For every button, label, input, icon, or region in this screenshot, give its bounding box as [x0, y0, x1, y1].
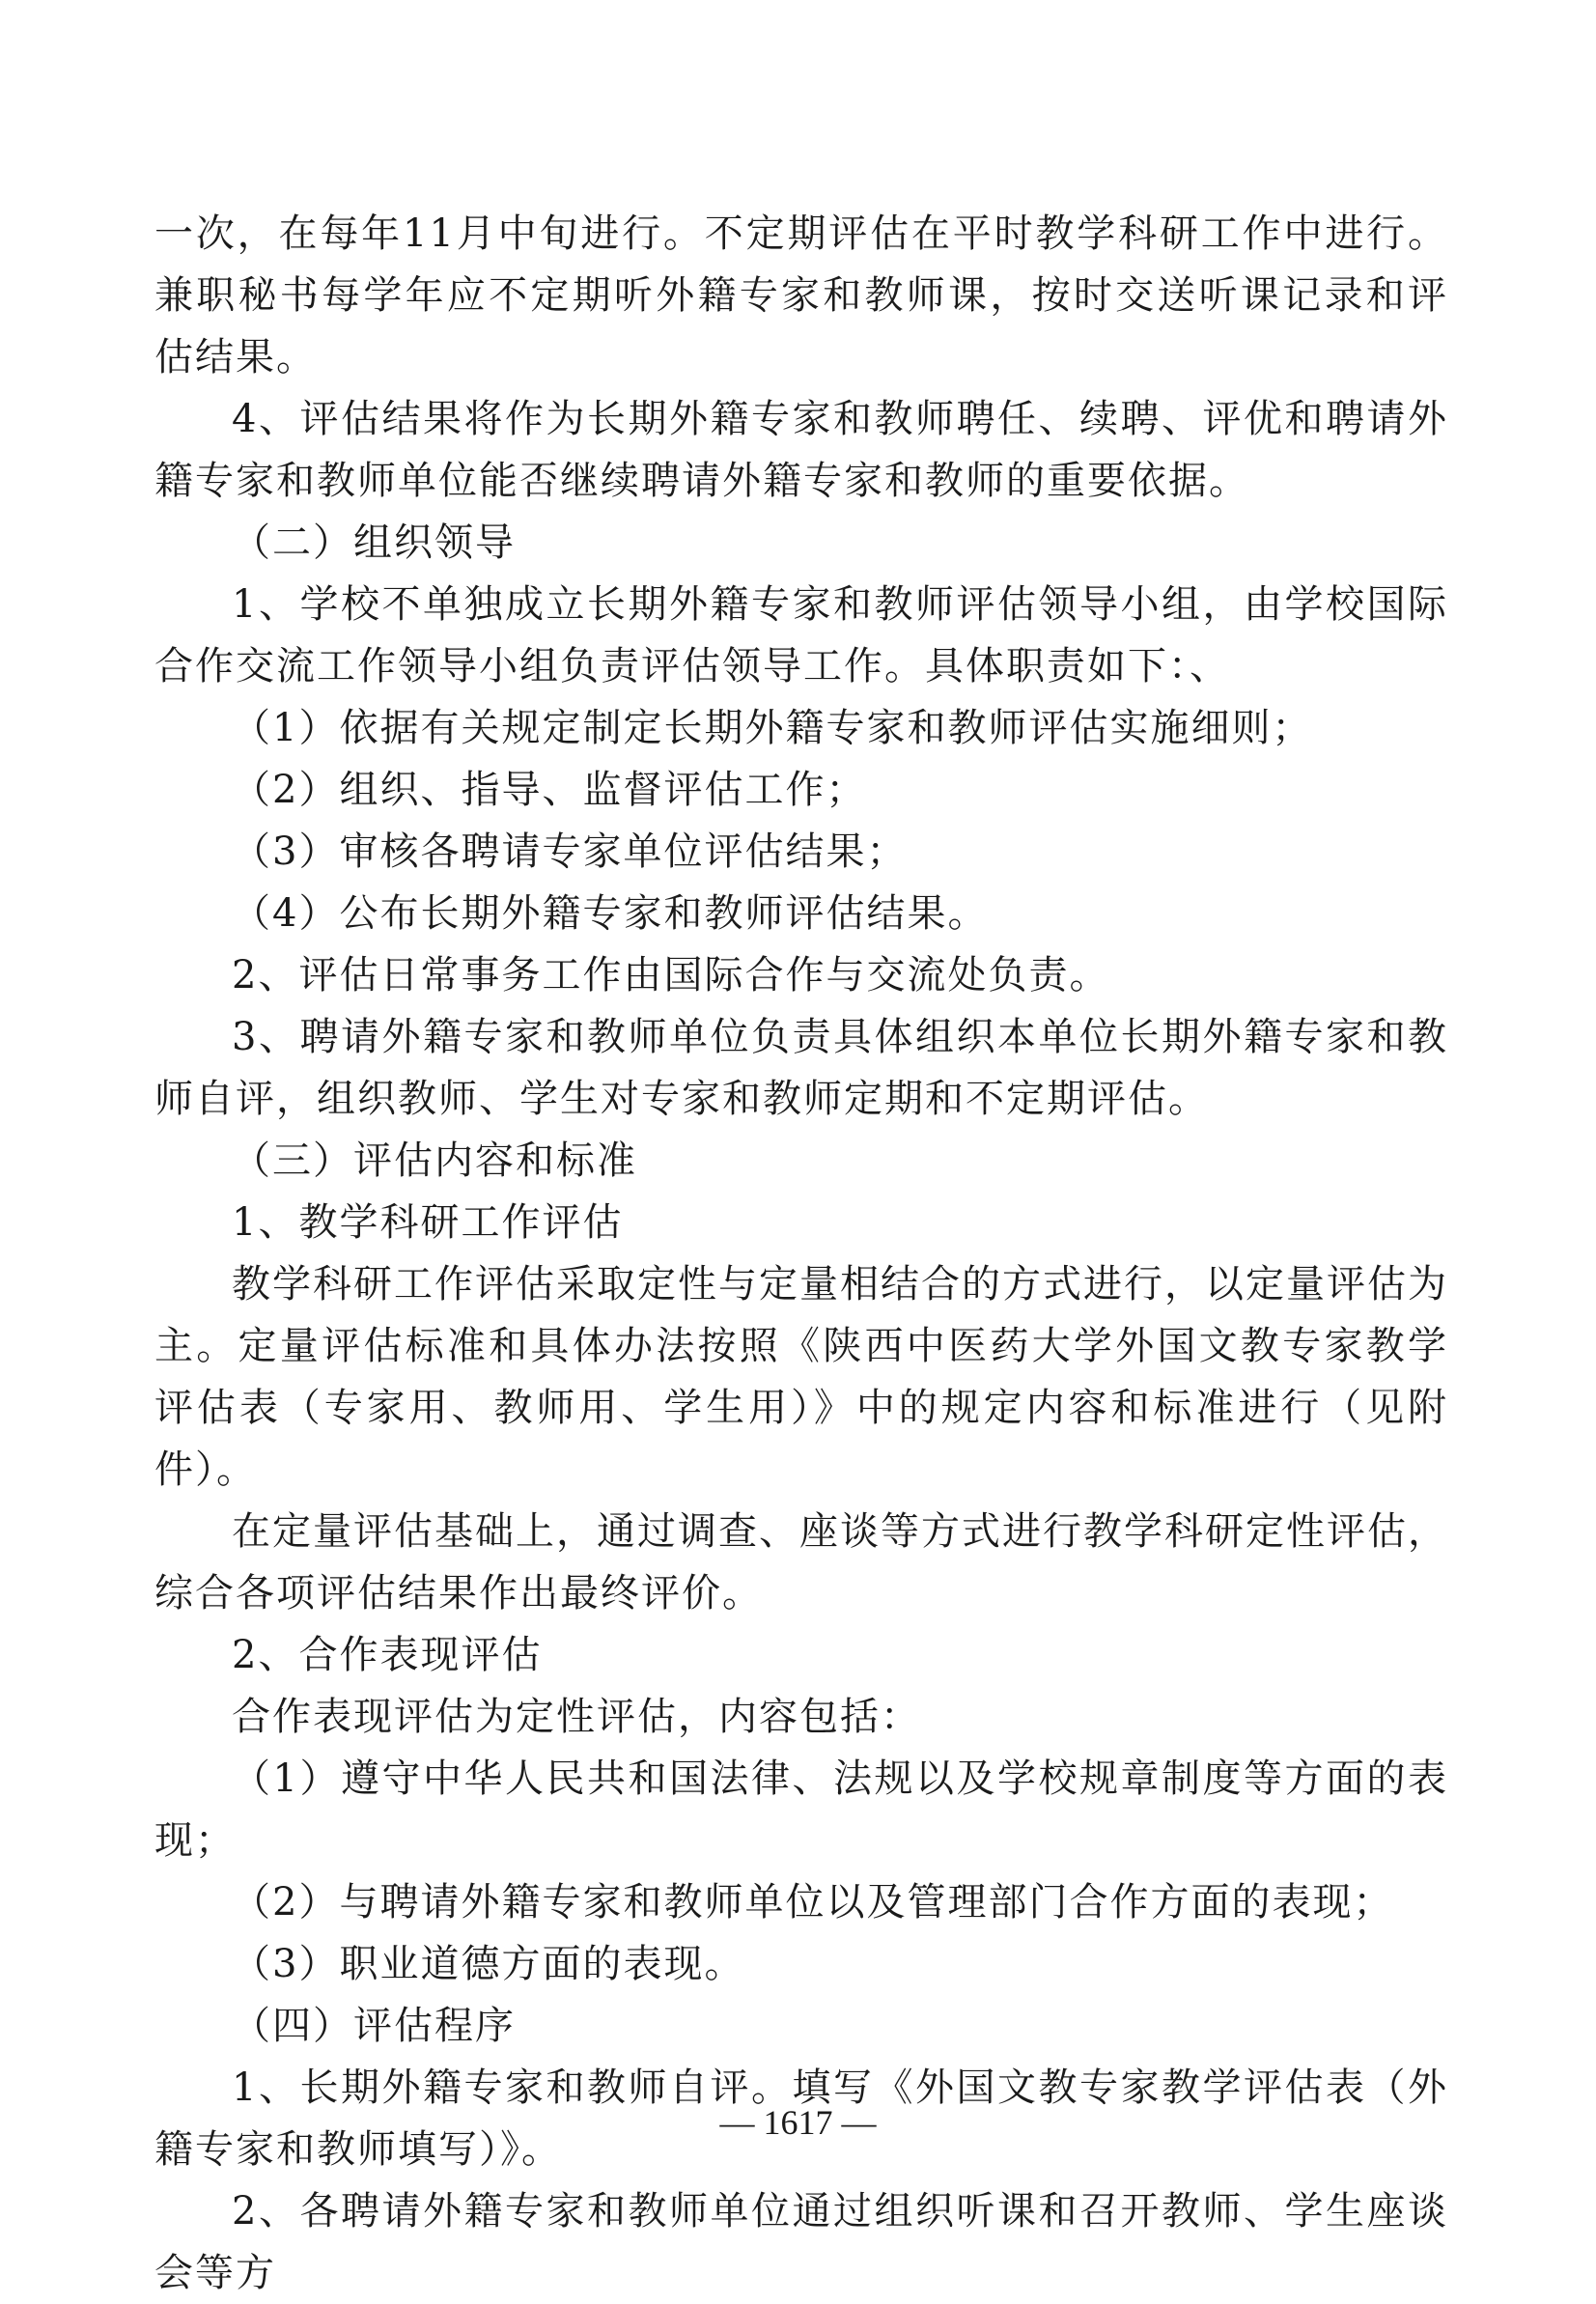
paragraph-teaching-evaluation: 教学科研工作评估采取定性与定量相结合的方式进行，以定量评估为主。定量评估标准和具体办法按照《陕西中医药大学外国文教专家教学评估表（专家用、教师用、学生用）》中的规定内容和标准进行（见附件）。 [154, 1262, 1448, 1492]
sub-item-1: （1）依据有关规定制定长期外籍专家和教师评估实施细则； [232, 706, 1313, 750]
section-heading-4: （四）评估程序 [232, 2004, 516, 2048]
body-text [154, 203, 1448, 2304]
procedure-item-1: 1、长期外籍专家和教师自评。填写《外国文教专家教学评估表（外籍专家和教师填写）》。 [154, 2065, 1448, 2172]
procedure-item-2: 2、各聘请外籍专家和教师单位通过组织听课和召开教师、学生座谈会等方 [154, 2189, 1448, 2295]
paragraph-cooperation-intro: 合作表现评估为定性评估，内容包括： [232, 1695, 921, 1739]
paragraph-item-1: 1、学校不单独成立长期外籍专家和教师评估领导小组，由学校国际合作交流工作领导小组负责评估领导工作。具体职责如下：、 [154, 582, 1448, 688]
page-number: — 1617 — [719, 2103, 877, 2142]
section-heading-3: （三）评估内容和标准 [232, 1138, 637, 1183]
paragraph-item-2: 2、评估日常事务工作由国际合作与交流处负责。 [232, 953, 1110, 997]
subheading-teaching-research: 1、教学科研工作评估 [232, 1200, 624, 1245]
sub-item-4: （4）公布长期外籍专家和教师评估结果。 [232, 891, 989, 936]
subheading-cooperation: 2、合作表现评估 [232, 1633, 543, 1677]
paragraph-item-3: 3、聘请外籍专家和教师单位负责具体组织本单位长期外籍专家和教师自评，组织教师、学生对专家和教师定期和不定期评估。 [154, 1015, 1448, 1121]
sub-item-3: （3）审核各聘请专家单位评估结果； [232, 829, 908, 874]
cooperation-item-3: （3）职业道德方面的表现。 [232, 1942, 745, 1986]
paragraph-qualitative-evaluation: 在定量评估基础上，通过调查、座谈等方式进行教学科研定性评估，综合各项评估结果作出最终评价。 [154, 1509, 1448, 1616]
cooperation-item-1: （1）遵守中华人民共和国法律、法规以及学校规章制度等方面的表现； [154, 1756, 1448, 1863]
paragraph-item-4: 4、评估结果将作为长期外籍专家和教师聘任、续聘、评优和聘请外籍专家和教师单位能否继续聘请外籍专家和教师的重要依据。 [154, 397, 1448, 503]
cooperation-item-2: （2）与聘请外籍专家和教师单位以及管理部门合作方面的表现； [232, 1880, 1394, 1925]
sub-item-2: （2）组织、指导、监督评估工作； [232, 768, 867, 812]
section-heading-2: （二）组织领导 [232, 520, 516, 565]
paragraph-continuation: 一次，在每年11月中旬进行。不定期评估在平时教学科研工作中进行。兼职秘书每学年应不定期听外籍专家和教师课，按时交送听课记录和评估结果。 [154, 211, 1448, 379]
